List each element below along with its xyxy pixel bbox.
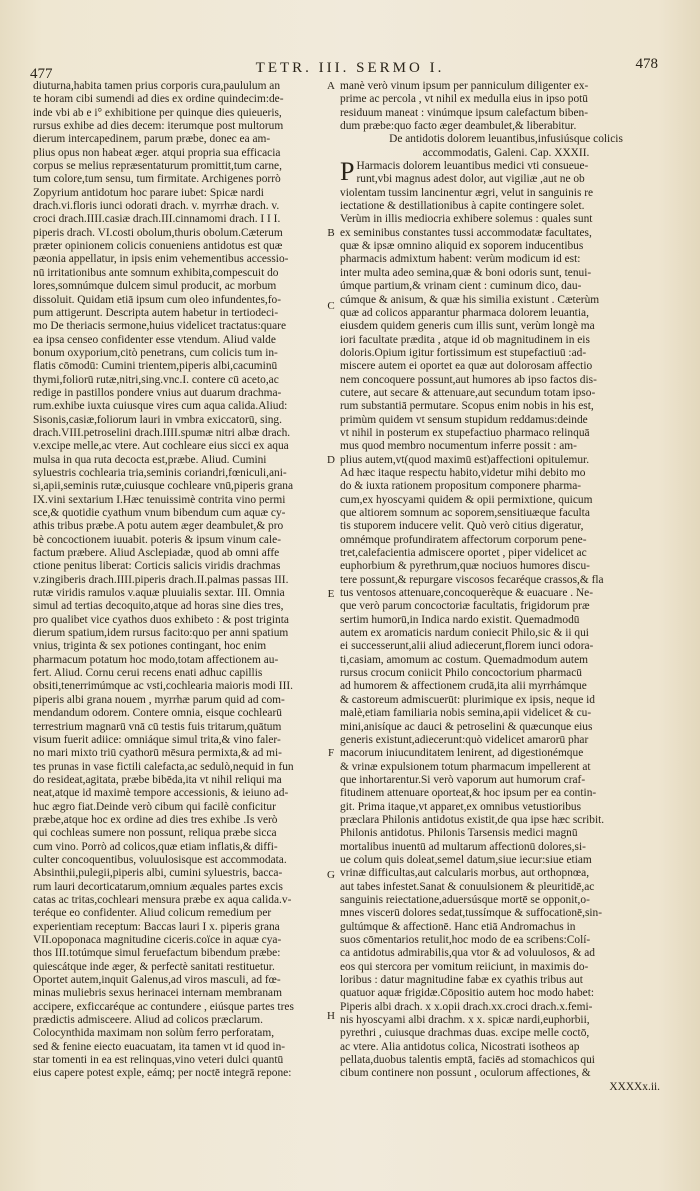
text-line: Sisonis,casiæ,foliorum lauri in vmbra exiccatorū, sing. [33, 413, 282, 426]
text-line: cutere, aut secare & attenuare,aut secundum totam ipso- [340, 386, 596, 399]
text-line: Zopyrium antidotum hoc parare iubet: Spicæ nardi [33, 186, 264, 199]
right-column-intro [340, 80, 672, 133]
text-line: athis tribus præbe.A potu autem æger deambulet,& pro [33, 520, 284, 533]
text-line: huc ægro fiat.Deinde verò cibum qui facilè conficitur [33, 800, 276, 813]
text-line: generis existunt,adiecerunt:quò videlicet amarorū phar [340, 733, 589, 746]
text-line: que inhortarentur.Si verò vaporum aut humorum craf- [340, 773, 586, 786]
text-line: simul ad tertias decoquito,atque ad horas sine dies tres, [33, 600, 284, 613]
text-line: syluestris cochlearia tria,seminis coriandri,fœniculi,ani- [33, 466, 287, 479]
text-line: ei successerunt,alii aliud adiecerunt,florem iunci odora- [340, 640, 594, 653]
text-line: ctione penitus liberat: Corticis salicis viridis drachmas [33, 560, 281, 573]
text-line: inde vbi ab e i° exhibitione per quinque dies quieueris, [33, 106, 282, 119]
text-line: flatis cōmodū: Cumini trientem,piperis albi,cacuminū [33, 360, 278, 373]
text-line: bè concoctionem iuuabit. poteris & ipsum vinum cale- [33, 533, 282, 546]
text-line: do & iuxta rationem propositum componere pharma- [340, 480, 582, 493]
text-line: teréque eo confidenter. Aliud colicum remedium per [33, 907, 272, 920]
margin-letter-a: A [327, 80, 335, 92]
text-line: vt nihil in posterum ex stupefactiuo pharmaco relinquā [340, 426, 590, 439]
text-line: terrestrium magnarū vnā cū testis fuis tritarum,quātum [33, 720, 282, 733]
text-line: præclara Philonis antidotus existit,de qua ipse hæc scribit. [340, 813, 605, 826]
text-line: manè verò vinum ipsum per panniculum diligenter ex- [340, 80, 589, 92]
text-line: cum,ex hyoscyami quidem & opii permixtione, quicum [340, 493, 593, 506]
running-title: TETR. III. SERMO I. [255, 60, 445, 76]
text-line: runt,vbi magnus adest dolor, aut vigiliæ ,aut ne ob [356, 173, 585, 186]
text-line: qui cochleas sumere non possunt, reliqua præbe sicca [33, 827, 277, 840]
text-line: que altiorem somnum ac soporem,sensitiuæque faculta [340, 507, 590, 519]
text-line: Colocynthida maximam non solùm ferro perforatam, [33, 1027, 275, 1040]
text-line: rutæ viridis ramulos v.aquæ pluuialis sextar. III. Omnia [33, 587, 285, 600]
text-line: ea ipsa censeo confidenter esse vtendum. Aliud valde [33, 333, 276, 346]
text-line: neat,atque id maximè tempore accessionis, & ieiuno ad- [33, 787, 289, 800]
text-line: residuum maneat : vinúmque ipsum calefactum biben- [340, 106, 588, 119]
text-line: drach.VIII.petroselini drach.IIII.spumæ nitri albæ drach. [33, 426, 291, 439]
margin-letter-d: D [327, 454, 335, 466]
text-line: rursus exhibe ad dies decem: iterumque post multorum [33, 120, 284, 133]
text-line: dissoluit. Quidam etiā ipsum cum oleo infundentes,fo- [33, 293, 282, 306]
text-line: ti,casiam, amomum ac costum. Quemadmodum autem [340, 653, 589, 666]
text-line: no mari mixto triū cyathorū mēsura permixta,& ad mi- [33, 747, 282, 760]
text-line: tum colore,tum sensu, tum firmitate. Archigenes porrò [33, 173, 281, 186]
text-line: vnius, triginta & sex potiones contingant, hoc enim [33, 640, 267, 653]
left-text-column [33, 80, 321, 1081]
text-line: Absinthii,pulegii,piperis albi, cumini syluestris, bacca- [33, 867, 283, 880]
text-line: sanguinis reiectatione,aduersúsque mortē se opponit,o- [340, 893, 590, 906]
text-line: tes prunas in vase fictili calefacta,ac sedulò,nequid in fun [33, 760, 294, 773]
heading-line: De antidotis dolorem leuantibus,infusiúsque colicis [389, 133, 623, 146]
left-page-number: 477 [30, 66, 53, 82]
text-line: úmque partium,& vrinam cient : cuminum dico, dau- [340, 280, 582, 293]
drop-cap-letter: P [340, 157, 355, 187]
text-line: piperis drach. VI.costi obolum,thuris obolum.Cæterum [33, 226, 283, 239]
right-page-number: 478 [635, 56, 658, 72]
text-line: rum substantiā permutare. Scopus enim nobis in his est, [340, 400, 594, 413]
text-line: loribus : datur magnitudine fabæ ex cyathis tribus aut [340, 974, 583, 987]
text-line: fitudinem attenuare oporteat,& hoc ipsum per ea contin- [340, 787, 597, 800]
text-line: mulsa in qua ruta decocta est,præbe. Aliud. Cumini [33, 453, 267, 466]
text-line: macorum iniucunditatem lenirent, ad digestionémque [340, 747, 584, 760]
text-line: tere possunt,& repurgare viscosos fecaréque crassos,& fla [340, 573, 604, 586]
text-line: præbe,atque hoc ex ordine ad dies tres exhibe .Is verò [33, 813, 278, 826]
text-line: plius opus non habeat æger. atqui propria sua efficacia [33, 146, 281, 159]
text-line: prime ac percola , vt nihil ex medulla eius in ipso potū [340, 93, 589, 106]
text-line: pharmacum potatum hoc modo,totam affectionem au- [33, 653, 279, 666]
running-header [0, 56, 700, 82]
text-line: quæ ad colicos apparantur pharmaca dolorem leuantia, [340, 306, 589, 319]
text-line: mus quod membro nocumentum inferre possit : am- [340, 440, 577, 453]
text-line: v.zingiberis drach.IIII.piperis drach.II.palmas passas III. [33, 573, 289, 586]
text-line: cibum continere non possunt , oculorum affectiones, & [340, 1067, 591, 1080]
text-line: pum attigerunt. Descripta autem habetur in tertiodeci- [33, 306, 279, 319]
text-line: primùm quidem vt sensum stupidum reddamus:deinde [340, 413, 588, 426]
text-line: rum.exhibe iuxta cuiusque vires cum aqua calida.Aliud: [33, 400, 288, 413]
text-line: tret,calefacientia admiscere oportet , piper videlicet ac [340, 547, 587, 560]
text-line: sed & fenine eiecto euacuatam, ita tamen vt id quod in- [33, 1040, 286, 1053]
text-line: factum præbere. Aliud Asclepiadæ, quod ab omni affe [33, 547, 280, 560]
text-line: obsiti,tenerrimúmque ac vsti,cochlearia maioris modi III. [33, 680, 294, 693]
text-line: lores,somnúmque dulcem simul producit, ac morbum [33, 280, 277, 293]
text-line: quiescátque inde æger, & perfectè sanitati restituetur. [33, 960, 275, 973]
text-line: thymi,foliorū rutæ,nitri,sing.vnc.I. contere cū aceto,ac [33, 373, 279, 386]
text-line: cum vino. Porrò ad colicos,quæ etiam inflatis,& diffi- [33, 840, 278, 853]
text-line: accipere, exficcaréque ac contundere , eiúsque partes tres [33, 1000, 294, 1013]
text-line: VII.opoponaca magnitudine ciceris.coïce in aquæ cya- [33, 934, 282, 946]
text-line: autem ex aromaticis nardum coniecit Philo,sic & ii qui [340, 627, 589, 640]
text-line: quatuor aquæ frigidæ.Cōpositio autem hoc modo habet: [340, 987, 595, 1000]
text-line: violentam tussim lancinentur ægri, velut in sanguinis re [340, 186, 594, 199]
text-line: nū irritationibus ante somnum exhibita,compescuit do [33, 266, 279, 279]
margin-letter-b: B [327, 227, 335, 239]
text-line: pellata,duobus talentis emptā, faciēs ad stomachicos qui [340, 1054, 595, 1067]
text-line: visum fuerit adiice: omniáque simul trita,& vino faler- [33, 733, 281, 746]
text-line: plius autem,vt(quod maximū est)affectioni opitulemur. [340, 453, 590, 466]
margin-letter-g: G [327, 869, 335, 881]
text-line: te horam cibi sumendi ad dies ex ordine quindecim:de- [33, 93, 284, 106]
text-line: Harmacis dolorem leuantibus medici vti consueue- [356, 160, 589, 173]
chapter-heading [340, 133, 672, 160]
text-line: fert. Aliud. Cornu cerui recens enati adhuc capillis [33, 667, 263, 680]
text-line: do resideat,agitata, præbe bibēda,ita vt nihil reliqui ma [33, 773, 282, 786]
text-line: suos cōmentarios retulit,hoc modo de ea scribens:Colí- [340, 934, 591, 946]
text-line: experientiam receptum: Baccas lauri I x. piperis grana [33, 920, 280, 933]
text-line: malè,etiam familiaria nobis semina,apii videlicet & cu- [340, 707, 592, 720]
text-line: drach.vi.floris iunci odorati drach. v. myrrhæ drach. v. [33, 200, 280, 213]
text-line: & castoreum admiscuerūt: plurimique ex ipsis, neque id [340, 693, 595, 706]
text-line: IX.vini sextarium I.Hæc tenuissimè contrita vino permi [33, 493, 286, 506]
text-line: pro qualibet vice cyathos duos exhibeto : & post triginta [33, 613, 289, 626]
text-line: que verò parum concoctoriæ facultatis, frigidorum præ [340, 600, 590, 613]
text-line: doloris.Opium igitur fortissimum est stupefactiuū :ad- [340, 346, 587, 359]
text-line: corpus se melius repræsentaturum promittit,tum carne, [33, 160, 282, 173]
text-line: Ad hæc itaque respectu habito,videtur mihi debito mo [340, 466, 586, 479]
text-line: aut tabes infestet.Sanat & conuulsionem & pleuritidē,ac [340, 880, 595, 893]
text-line: inter multa adeo semina,quæ & boni odoris sunt, tenui- [340, 266, 592, 279]
text-line: ad humorem & affectionem crudā,ita alii myrrhámque [340, 680, 587, 693]
heading-line: accommodatis, Galeni. Cap. XXXII. [422, 146, 590, 159]
text-line: cúmque & anisum, & quæ his similia existunt . Cæterùm [340, 293, 600, 306]
text-line: gultúmque & affectionē. Hanc etiā Andromachus in [340, 920, 576, 933]
text-line: eius capere potest exple, eámq; per noctē integrā repone: [33, 1067, 292, 1080]
text-line: rum lauri decorticatarum,omnium æquales partes excis [33, 880, 283, 893]
text-line: mortalibus inuentū ad multarum affectionū dolores,si- [340, 840, 586, 853]
text-line: quæ & ipsæ omnino aliquid ex soporem inducentibus [340, 240, 584, 253]
text-line: piperis albi grana nouem , myrrhæ parum quid ad com- [33, 693, 285, 706]
text-line: Piperis albi drach. x x.opii drach.xx.croci drach.x.femi- [340, 1000, 593, 1013]
text-line: iori facultate prædita , atque id ob magnitudinem in eis [340, 333, 590, 346]
text-line: star tomenti in ea est relinquas,vino veteri dulci quantū [33, 1054, 284, 1067]
text-line: pyrethri , cuiusque drachmas duas. excipe melle coctō, [340, 1027, 590, 1040]
text-line: minas muliebris sexus herinacei internam membranam [33, 987, 282, 1000]
text-line: culter concoquentibus, voluulosisque est accommodata. [33, 853, 287, 866]
text-line: eiusdem quidem generis cum illis sunt, verùm longè ma [340, 320, 595, 333]
text-line: dierum spatium,idem rursus facito:quo per anni spatium [33, 627, 289, 640]
text-line: miscere autem ei oportet ea quæ aut dolorosam affectio [340, 360, 593, 373]
text-line: pæonia appellatur, in ipsis enim vehementibus accessio- [33, 253, 289, 266]
text-line: Philonis antidotus. Philonis Tarsensis medici magnū [340, 827, 578, 840]
text-line: croci drach.IIII.casiæ drach.III.cinnamomi drach. I I I. [33, 213, 281, 226]
text-line: tus ventosos attenuare,concoquerèque & euacuare . Ne- [340, 587, 594, 600]
text-line: bonum oxyporium,citò penetrans, cum colicis tum in- [33, 346, 278, 359]
chapter-body [340, 157, 672, 1081]
text-line: nem concoquere possunt,aut humores ab ipso factos dis- [340, 373, 597, 386]
text-line: iectatione & destillationibus à capite contingere solet. [340, 200, 585, 213]
text-line: ca antidotus admirabilis,qua vtor & ad voluulosos, & ad [340, 947, 595, 960]
text-line: thos III.totúmque simul feruefactum bibendum præbe: [33, 947, 281, 960]
margin-letter-c: C [327, 300, 335, 312]
margin-letter-f: F [327, 747, 335, 759]
text-line: ex seminibus constantes tussi accommodatæ facultates, [340, 226, 592, 239]
text-line: catas ac tritas,cochleari mensura præbe ex aqua calida.v- [33, 893, 292, 906]
text-line: git. Prima itaque,vt apparet,ex omnibus vetustioribus [340, 800, 582, 813]
text-line: & vrinæ expulsionem totum pharmacum impellerent at [340, 760, 591, 773]
text-line: Verùm in illis mediocria exhibere solemus : quales sunt [340, 213, 593, 226]
text-line: prædictis admisceere. Aliud ad colicos præclarum. [33, 1014, 263, 1027]
text-line: ue colum quis doleat,semel datum,siue iecur:siue etiam [340, 853, 592, 866]
text-line: omnémque profundiratem affectorum corporum pene- [340, 533, 587, 546]
text-line: præter opinionem colicis conueniens antidotus est quæ [33, 240, 283, 253]
text-line: redige in pastillos pondere vnius aut duarum drachma- [33, 386, 282, 399]
text-line: dierum intercapedinem, parum præbe, donec ea am- [33, 133, 271, 146]
text-line: tis stuporem inducere velit. Quò verò citius digeratur, [340, 520, 584, 533]
text-line: mnes viscerū dolores sedat,tussímque & suffocationē,sin- [340, 907, 603, 920]
text-line: mini,anisíque ac dauci & petroselini & quæcunque eius [340, 720, 593, 733]
text-line: si,apii,seminis rutæ,cuiusque cochleare vnū,piperis grana [33, 480, 294, 493]
text-line: eos qui stercora per vomitum reiiciunt, in maximis do- [340, 960, 589, 973]
margin-letter-e: E [327, 588, 335, 600]
text-line: vrinæ difficultas,aut calcularis morbus, aut orthopnœa, [340, 867, 590, 880]
text-line: Oportet autem,inquit Galenus,ad viros masculi, ad fœ- [33, 974, 281, 987]
right-text-column [340, 80, 672, 1094]
text-line: euphorbium & pyrethrum,quæ nociuos humores discu- [340, 560, 590, 573]
text-line: nis hyoscyami albi drachm. x x. spicæ nardi,euphorbii, [340, 1014, 590, 1027]
text-line: diuturna,habita tamen prius corporis cura,paululum an [33, 80, 281, 92]
text-line: rursus crocum coniicit Philo concoctorium pharmacū [340, 667, 582, 680]
text-line: mendandum odorem. Contere omnia, eisque cochlearū [33, 707, 282, 720]
signature-mark: XXXXx.ii. [609, 1080, 660, 1093]
margin-letter-h: H [327, 1010, 335, 1022]
text-line: v.excipe melle,ac vtere. Aut cochleare eius sicci ex aqua [33, 440, 289, 453]
text-line: sertim humorū,in Indica nardo existit. Quemadmodū [340, 613, 580, 626]
text-line: mo De theriacis sermone,huius videlicet tractatus:quare [33, 320, 287, 333]
text-line: dum præbe:quo facto æger deambulet,& liberabitur. [340, 120, 577, 133]
text-line: sce,& quotidie cyathum vnum bibendum cum aquæ cy- [33, 507, 286, 519]
text-line: ac vtere. Alia antidotus colica, Nicostrati isotheos ap [340, 1040, 580, 1053]
text-line: pharmacis admixtum habent: verùm modicum id est: [340, 253, 581, 266]
